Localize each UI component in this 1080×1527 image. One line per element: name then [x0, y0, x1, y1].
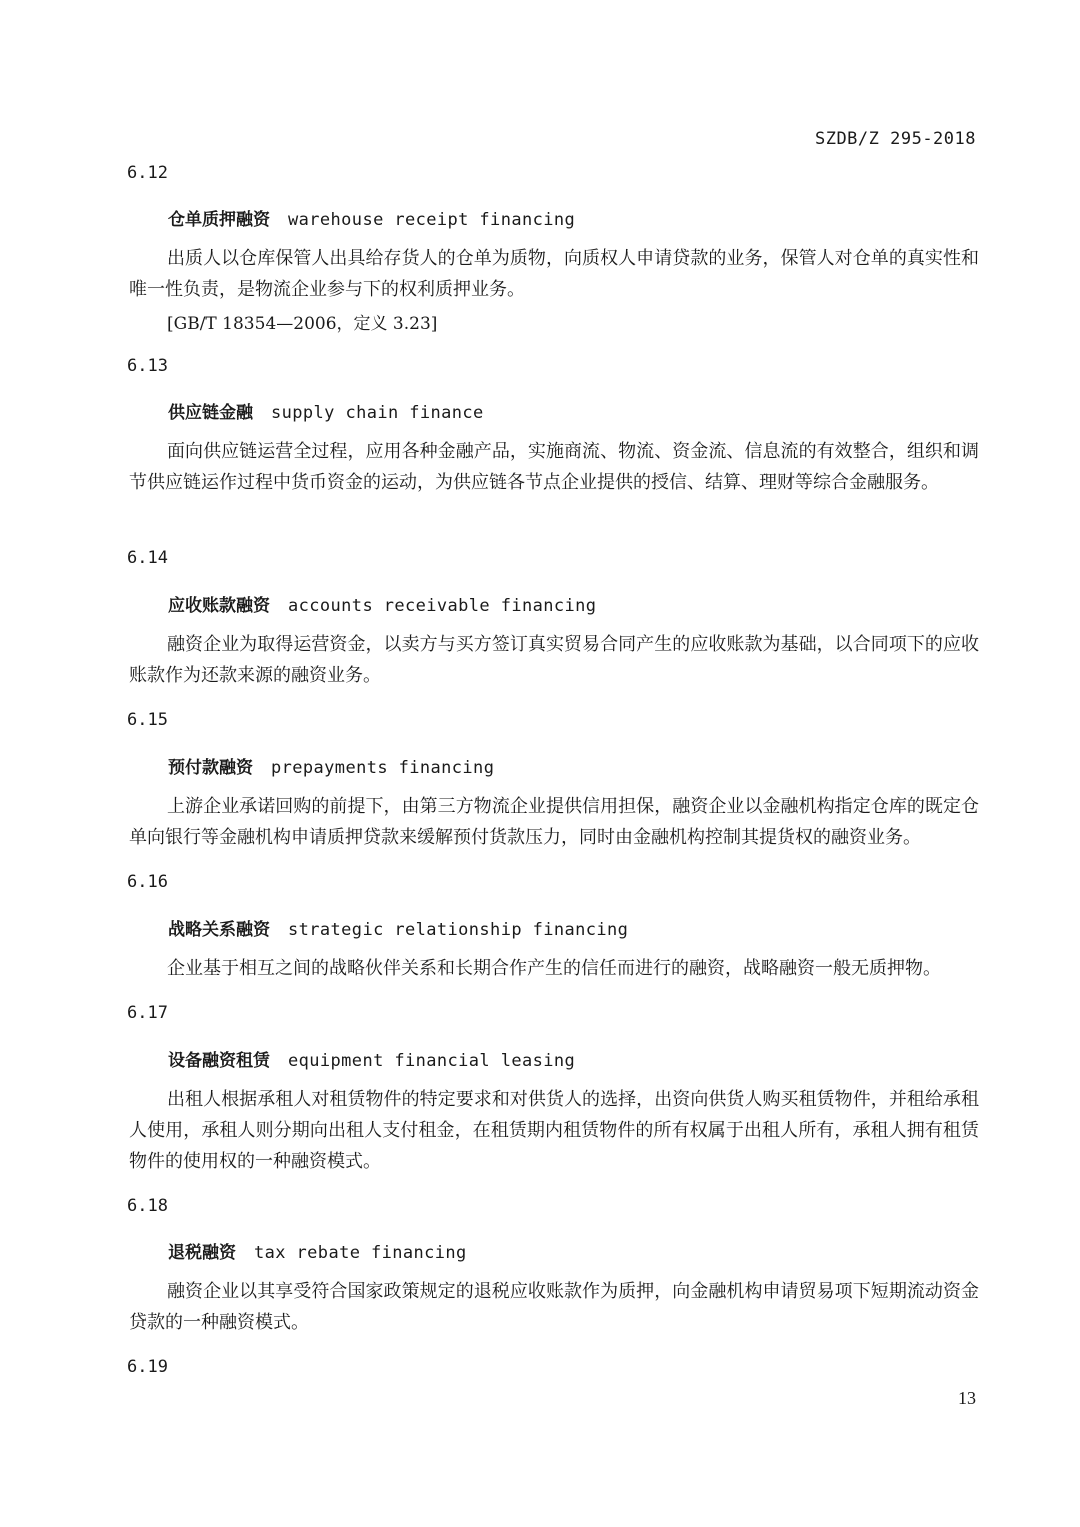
- term-chinese: 供应链金融: [168, 403, 253, 423]
- clause-number: 6.15: [127, 710, 168, 730]
- term-english: warehouse receipt financing: [288, 210, 576, 230]
- term-definition: 上游企业承诺回购的前提下，由第三方物流企业提供信用担保，融资企业以金融机构指定仓库的既定仓单向银行等金融机构申请质押贷款来缓解预付货款压力，同时由金融机构控制其提货权的融资业务。: [129, 796, 979, 848]
- term-chinese: 应收账款融资: [168, 596, 270, 616]
- term-english: strategic relationship financing: [288, 920, 629, 940]
- clause-number: 6.12: [127, 163, 168, 183]
- clause-number: 6.17: [127, 1003, 168, 1023]
- page-number: 13: [958, 1388, 976, 1408]
- term-definition: 出质人以仓库保管人出具给存货人的仓单为质物，向质权人申请贷款的业务，保管人对仓单的真实性和唯一性负责，是物流企业参与下的权利质押业务。: [129, 248, 979, 300]
- term-heading: [168, 398, 484, 423]
- term-english: tax rebate financing: [254, 1243, 467, 1263]
- term-chinese: 仓单质押融资: [168, 210, 270, 230]
- term-chinese: 预付款融资: [168, 758, 253, 778]
- term-source-reference: [GB/T 18354—2006，定义 3.23]: [167, 314, 438, 334]
- term-heading: [168, 591, 596, 616]
- term-definition: 面向供应链运营全过程，应用各种金融产品，实施商流、物流、资金流、信息流的有效整合，组织和调节供应链运作过程中货币资金的运动，为供应链各节点企业提供的授信、结算、理财等综合金融服务。: [129, 441, 979, 493]
- term-chinese: 设备融资租赁: [168, 1051, 270, 1071]
- term-definition: 企业基于相互之间的战略伙伴关系和长期合作产生的信任而进行的融资，战略融资一般无质押物。: [167, 958, 941, 979]
- clause-number: 6.18: [127, 1196, 168, 1216]
- term-chinese: 战略关系融资: [168, 920, 270, 940]
- term-heading: [168, 205, 575, 230]
- clause-number: 6.13: [127, 356, 168, 376]
- term-definition: 出租人根据承租人对租赁物件的特定要求和对供货人的选择，出资向供货人购买租赁物件，并租给承租人使用，承租人则分期向出租人支付租金，在租赁期内租赁物件的所有权属于出租人所有，承租人拥有租赁物件的使用权的一种融资模式。: [129, 1089, 979, 1172]
- term-heading: [168, 915, 628, 940]
- term-heading: [168, 1238, 467, 1263]
- term-chinese: 退税融资: [168, 1243, 236, 1263]
- term-heading: [168, 753, 494, 778]
- term-definition: 融资企业为取得运营资金，以卖方与买方签订真实贸易合同产生的应收账款为基础，以合同项下的应收账款作为还款来源的融资业务。: [129, 634, 979, 686]
- term-english: accounts receivable financing: [288, 596, 597, 616]
- clause-number: 6.16: [127, 872, 168, 892]
- page-header-doc-code: SZDB/Z 295-2018: [814, 129, 976, 149]
- term-english: equipment financial leasing: [288, 1051, 576, 1071]
- term-definition: 融资企业以其享受符合国家政策规定的退税应收账款作为质押，向金融机构申请贸易项下短期流动资金贷款的一种融资模式。: [129, 1281, 979, 1333]
- term-heading: [168, 1046, 575, 1071]
- clause-number: 6.14: [127, 548, 168, 568]
- clause-number: 6.19: [127, 1357, 168, 1377]
- term-english: prepayments financing: [271, 758, 495, 778]
- term-english: supply chain finance: [271, 403, 484, 423]
